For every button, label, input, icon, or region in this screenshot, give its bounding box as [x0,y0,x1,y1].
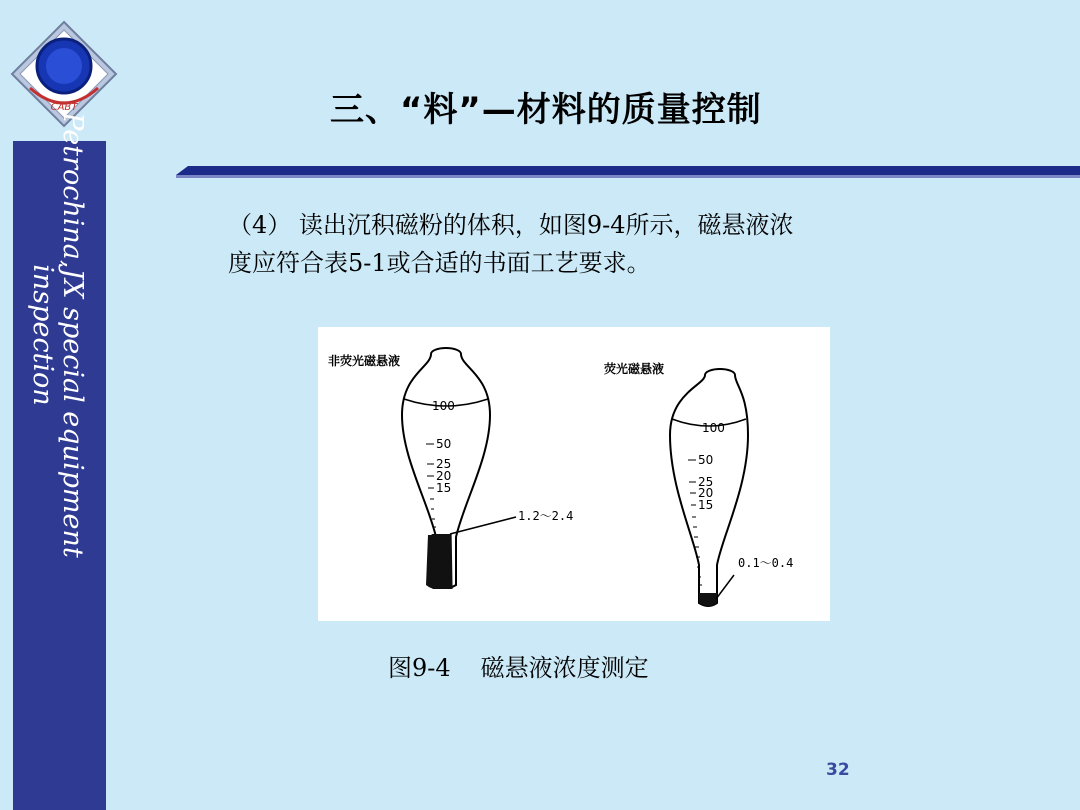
sidebar-line-2: inspection [27,264,58,406]
tubes-diagram [318,327,830,621]
right-tick-20: 20 [698,486,714,500]
left-range-label: 1.2～2.4 [518,509,574,523]
body-paragraph [228,206,988,282]
slide-title: 三、“料”—材料的质量控制 [330,90,762,130]
sidebar-vertical-text [7,30,87,640]
left-tick-15: 15 [436,481,452,495]
left-tick-25: 25 [436,457,452,471]
logo-text: CABT [50,102,78,113]
right-tick-25: 25 [698,475,714,489]
right-tick-15: 15 [698,498,714,512]
right-tick-100: 100 [702,421,725,435]
left-tick-100: 100 [432,399,455,413]
page-number: 32 [826,760,850,780]
right-range-leader [716,575,734,599]
caption-text: 磁悬液浓度测定 [480,654,649,682]
left-tube-label: 非荧光磁悬液 [328,354,401,368]
figure-tubes [318,327,830,621]
figure-caption [388,648,679,683]
body-line-2: 度应符合表5-1或合适的书面工艺要求。 [228,249,651,277]
body-line-1: （4） 读出沉积磁粉的体积，如图9-4所示，磁悬液浓 [228,211,794,239]
title-divider [176,166,1080,180]
left-tick-50: 50 [436,437,452,451]
caption-number: 图9-4 [388,654,451,682]
left-tick-20: 20 [436,469,452,483]
right-range-label: 0.1～0.4 [738,556,794,570]
sidebar-line-1: Petrochina,JX special equipment [57,112,88,558]
right-tube-label: 荧光磁悬液 [604,362,665,376]
right-tick-50: 50 [698,453,714,467]
